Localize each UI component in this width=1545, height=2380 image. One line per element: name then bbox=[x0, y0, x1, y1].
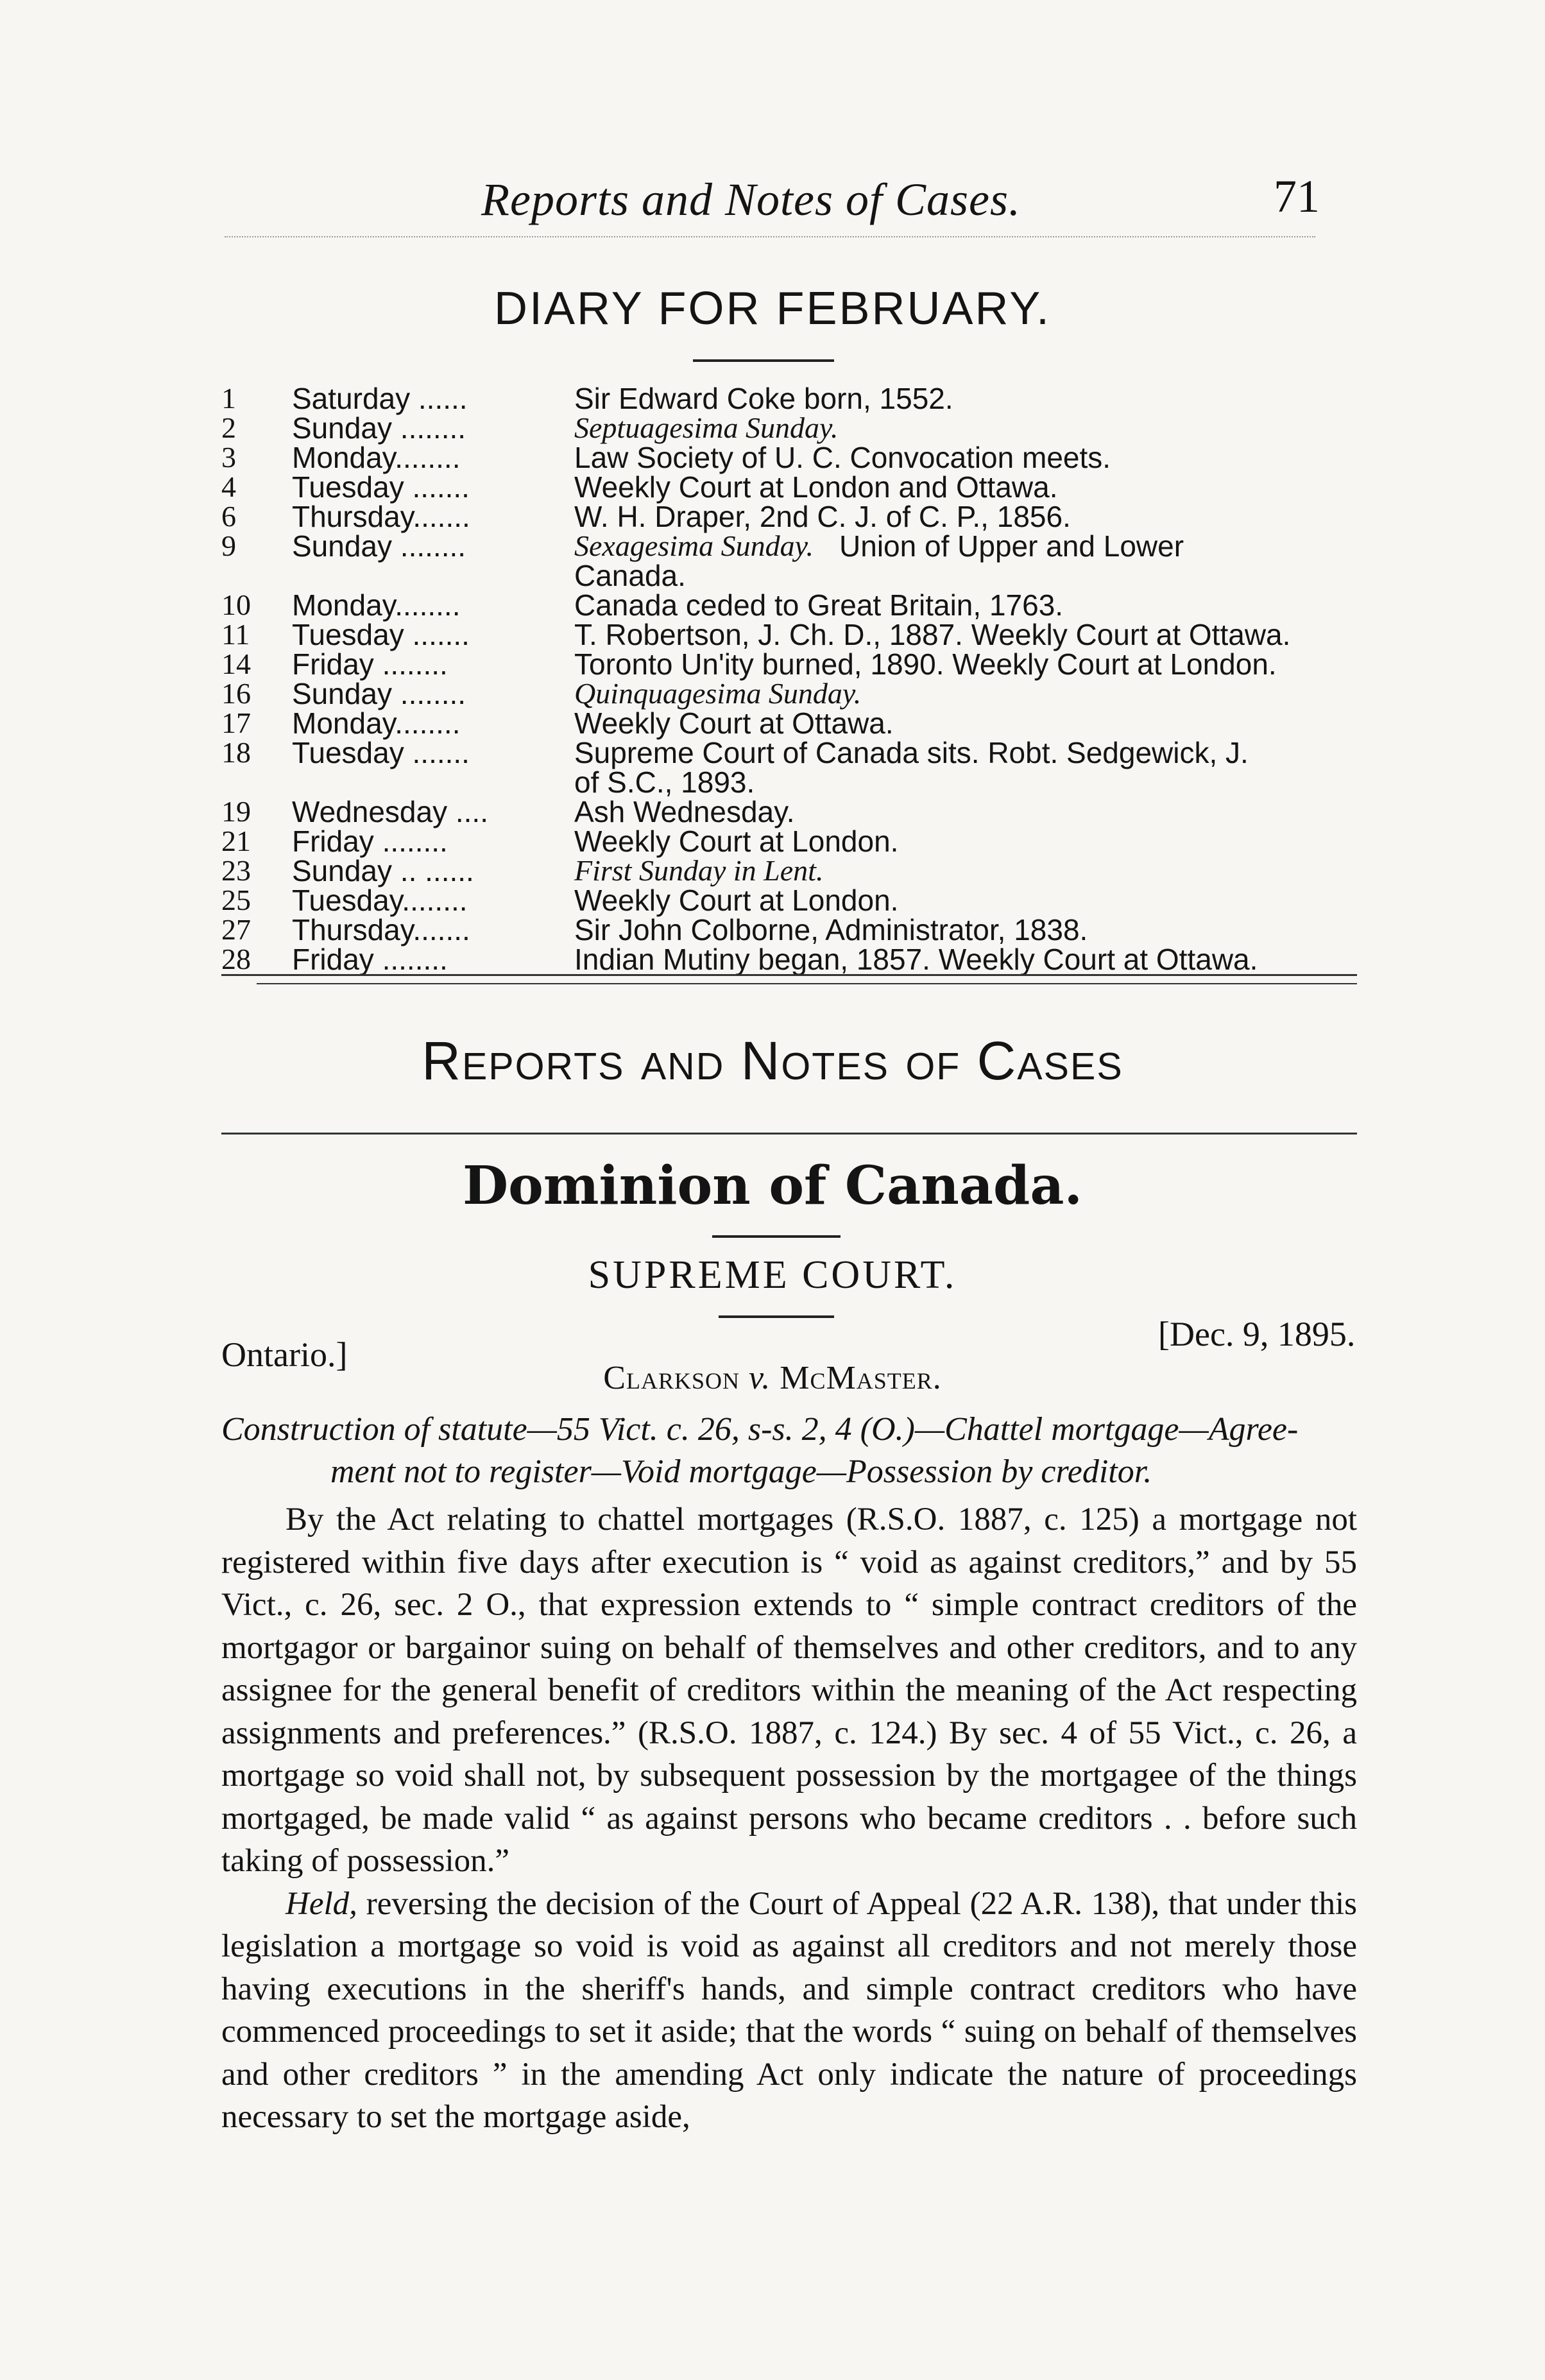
diary-event: Sexagesima Sunday. bbox=[574, 529, 814, 562]
case-title bbox=[0, 1359, 1545, 1397]
headnote-second-line: ment not to register—Void mortgage—Possession by creditor. bbox=[330, 1453, 1152, 1490]
diary-event: T. Robertson, J. Ch. D., 1887. Weekly Court at Ottawa. bbox=[574, 618, 1291, 651]
diary-weekday: Sunday .. ...... bbox=[292, 854, 474, 887]
reports-title: Reports and Notes of Cases bbox=[422, 1031, 1123, 1091]
diary-day-number: 23 bbox=[221, 854, 251, 887]
section-divider-double bbox=[257, 983, 1357, 984]
diary-entry bbox=[221, 856, 1376, 886]
diary-weekday: Monday........ bbox=[292, 588, 461, 622]
jurisdiction-rule bbox=[712, 1235, 841, 1238]
diary-event: Sir Edward Coke born, 1552. bbox=[574, 382, 953, 415]
diary-weekday: Sunday ........ bbox=[292, 529, 466, 563]
diary-event: Sir John Colborne, Administrator, 1838. bbox=[574, 913, 1088, 946]
diary-entry bbox=[221, 531, 1376, 561]
diary-day-number: 16 bbox=[221, 677, 251, 710]
diary-entry bbox=[221, 738, 1376, 767]
diary-event: Weekly Court at Ottawa. bbox=[574, 706, 894, 740]
header-divider bbox=[225, 236, 1315, 237]
diary-weekday: Thursday....... bbox=[292, 500, 470, 533]
diary-weekday: Sunday ........ bbox=[292, 677, 466, 710]
running-title: Reports and Notes of Cases. bbox=[481, 174, 1021, 225]
diary-entry bbox=[221, 649, 1376, 679]
diary-day-number: 21 bbox=[221, 825, 251, 857]
diary-weekday: Tuesday ....... bbox=[292, 470, 470, 504]
diary-event-continuation: of S.C., 1893. bbox=[574, 766, 755, 799]
case-party-defendant: McMaster. bbox=[780, 1360, 942, 1396]
diary-event: Quinquagesima Sunday. bbox=[574, 677, 862, 710]
diary-event: Supreme Court of Canada sits. Robt. Sedgewick, J. bbox=[574, 736, 1249, 769]
diary-entry bbox=[221, 443, 1376, 472]
case-party-plaintiff: Clarkson bbox=[603, 1360, 740, 1396]
diary-entry bbox=[221, 472, 1376, 502]
diary-event: First Sunday in Lent. bbox=[574, 854, 824, 887]
diary-weekday: Tuesday........ bbox=[292, 884, 468, 917]
diary-day-number: 25 bbox=[221, 884, 251, 916]
diary-day-number: 14 bbox=[221, 647, 251, 680]
diary-entry bbox=[221, 886, 1376, 915]
diary-day-number: 19 bbox=[221, 795, 251, 828]
diary-title: DIARY FOR FEBRUARY. bbox=[494, 283, 1051, 334]
diary-entry bbox=[221, 915, 1376, 945]
jurisdiction-heading: Dominion of Canada. bbox=[462, 1155, 1083, 1217]
diary-day-number: 11 bbox=[221, 618, 250, 651]
court-heading: SUPREME COURT. bbox=[588, 1253, 957, 1297]
diary-weekday: Tuesday ....... bbox=[292, 618, 470, 651]
diary-entry bbox=[221, 384, 1376, 413]
diary-event: Canada ceded to Great Britain, 1763. bbox=[574, 588, 1064, 622]
diary-weekday: Sunday ........ bbox=[292, 411, 466, 445]
diary-weekday: Friday ........ bbox=[292, 825, 448, 858]
reports-title-rule bbox=[221, 1133, 1357, 1134]
diary-event: Law Society of U. C. Convocation meets. bbox=[574, 441, 1111, 474]
diary-day-number: 10 bbox=[221, 588, 251, 621]
diary-weekday: Friday ........ bbox=[292, 647, 448, 681]
diary-weekday: Tuesday ....... bbox=[292, 736, 470, 769]
diary-weekday: Monday........ bbox=[292, 706, 461, 740]
diary-event: Weekly Court at London. bbox=[574, 884, 899, 917]
diary-entry bbox=[221, 620, 1376, 649]
diary-event: Weekly Court at London. bbox=[574, 825, 899, 858]
diary-weekday: Wednesday .... bbox=[292, 795, 488, 828]
diary-day-number: 27 bbox=[221, 913, 251, 946]
diary-entry bbox=[221, 413, 1376, 443]
case-date: [Dec. 9, 1895. bbox=[1158, 1315, 1356, 1353]
diary-entry bbox=[221, 502, 1376, 531]
province-label: Ontario.] bbox=[221, 1335, 348, 1374]
diary-entry bbox=[221, 826, 1376, 856]
diary-day-number: 1 bbox=[221, 382, 236, 415]
paragraph-1: By the Act relating to chattel mortgages (R.S.O. 1887, c. 125) a mortgage not registered within five days after execution is “ void as against creditors,” and by 55 Vict., c. 26, sec. 2 O., that expression extends to “ simple contract creditors of the mortgagor or bargainor suing on behalf of themselves and other creditors, and to any assignee for the general benefit of creditors within the meaning of the Act respecting assignments and preferences.” (R.S.O. 1887, c. 124.) By sec. 4 of 55 Vict., c. 26, a mortgage so void shall not, by subsequent possession by the mortgagee of the things mortgaged, be made valid “ as against persons who became creditors . . before such taking of possession.” bbox=[221, 1502, 1357, 1879]
diary-day-number: 18 bbox=[221, 736, 251, 769]
diary-entry bbox=[221, 590, 1376, 620]
section-divider-top bbox=[221, 974, 1357, 976]
diary-day-number: 28 bbox=[221, 943, 251, 975]
diary-weekday: Thursday....... bbox=[292, 913, 470, 946]
diary-day-number: 4 bbox=[221, 470, 236, 503]
held-word: Held, bbox=[286, 1885, 357, 1922]
diary-day-number: 9 bbox=[221, 529, 236, 562]
page-number: 71 bbox=[1274, 171, 1320, 222]
diary-event: Ash Wednesday. bbox=[574, 795, 795, 828]
diary-weekday: Friday ........ bbox=[292, 943, 448, 976]
case-versus: v. bbox=[748, 1360, 771, 1396]
diary-day-number: 2 bbox=[221, 411, 236, 444]
paragraph-2-text: reversing the decision of the Court of Appeal (22 A.R. 138), that under this legislation a mortgage so void is void as against all creditors and not merely those having executions in the sheriff's hands, and simple contract creditors who have commenced proceedings to set it aside; that the words “ suing on behalf of themselves and other creditors ” in the amending Act only indicate the nature of proceedings necessary to set the mortgage aside, bbox=[221, 1885, 1357, 2135]
diary-list bbox=[221, 384, 1376, 974]
diary-event: Indian Mutiny began, 1857. Weekly Court at Ottawa. bbox=[574, 943, 1258, 976]
diary-day-number: 6 bbox=[221, 500, 236, 533]
diary-weekday: Saturday ...... bbox=[292, 382, 468, 415]
diary-entry bbox=[221, 708, 1376, 738]
diary-event-continuation: Canada. bbox=[574, 559, 686, 592]
diary-event: Toronto Un'ity burned, 1890. Weekly Court at London. bbox=[574, 647, 1277, 681]
case-body bbox=[221, 1498, 1357, 2139]
diary-entry bbox=[221, 679, 1376, 708]
diary-day-number: 3 bbox=[221, 441, 236, 474]
diary-event: Weekly Court at London and Ottawa. bbox=[574, 470, 1058, 504]
paragraph-2 bbox=[221, 1883, 1357, 2139]
headnote bbox=[221, 1408, 1357, 1493]
court-rule bbox=[719, 1315, 834, 1318]
diary-weekday: Monday........ bbox=[292, 441, 461, 474]
diary-event: W. H. Draper, 2nd C. J. of C. P., 1856. bbox=[574, 500, 1071, 533]
headnote-first-line: Construction of statute—55 Vict. c. 26, s-s. 2, 4 (O.)—Chattel mortgage—Agree- bbox=[221, 1411, 1299, 1448]
diary-entry bbox=[221, 797, 1376, 826]
diary-event: Septuagesima Sunday. bbox=[574, 411, 839, 444]
diary-event-extra: Union of Upper and Lower bbox=[839, 529, 1184, 563]
diary-title-rule bbox=[693, 359, 834, 362]
diary-day-number: 17 bbox=[221, 706, 251, 739]
diary-entry bbox=[221, 945, 1376, 974]
